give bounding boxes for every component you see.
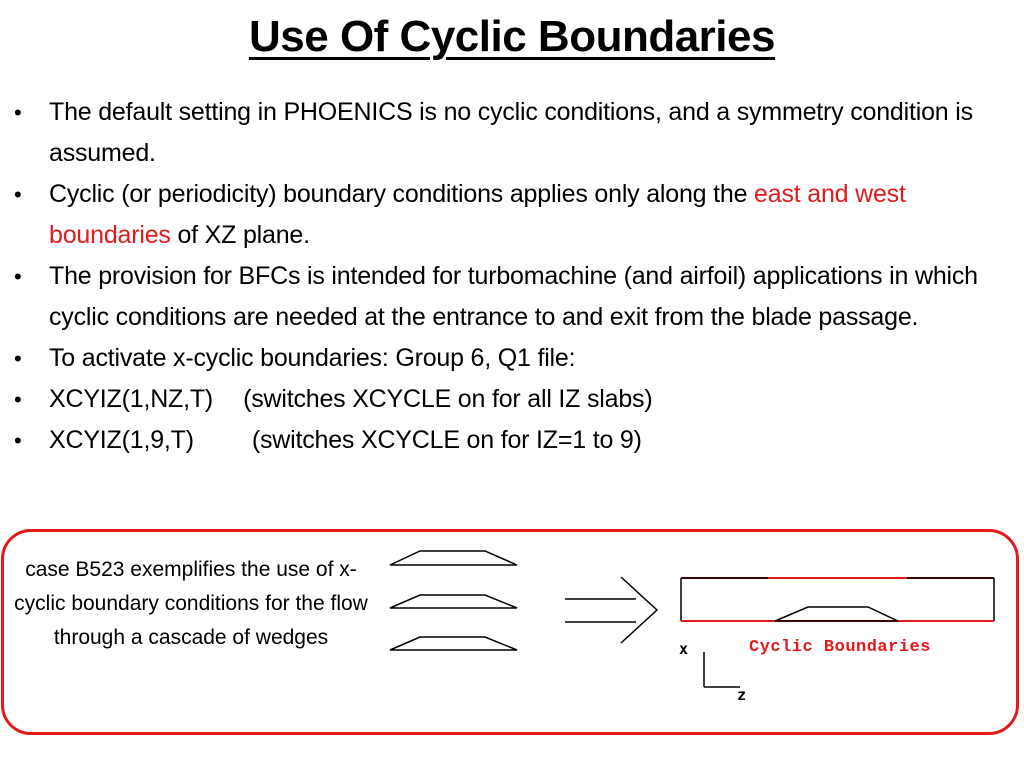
axis-z-label: z — [737, 686, 747, 704]
bullet-comment: (switches XCYCLE on for all IZ slabs) — [243, 385, 653, 413]
bullet-comment: (switches XCYCLE on for IZ=1 to 9) — [251, 426, 642, 454]
bullet-text-after: of XZ plane. — [170, 221, 310, 249]
double-arrow-icon — [565, 577, 657, 643]
bullet-code: XCYIZ(1,9,T) — [49, 426, 194, 454]
axis-x-label: x — [679, 640, 689, 658]
bullet-dot-icon: • — [14, 346, 22, 371]
wedge-shape — [390, 637, 517, 650]
wedge-shape — [390, 595, 517, 608]
bullet-dot-icon: • — [14, 428, 22, 453]
domain-box — [681, 578, 994, 621]
bullet-dot-icon: • — [14, 264, 22, 289]
bullet-dot-icon: • — [14, 182, 22, 207]
panel-caption: case B523 exemplifies the use of x-cyclic boundary conditions for the flow through a cascade of wedges — [14, 558, 368, 649]
bullet-text-before: Cyclic (or periodicity) boundary conditions applies only along the — [49, 180, 755, 208]
bullet-text: The provision for BFCs is intended for turbomachine (and airfoil) applications in which cyclic conditions are needed at the entrance to and exit from the blade passage. — [49, 262, 978, 331]
bullet-highlight: east and west boundaries — [49, 180, 906, 249]
bullet-text: To activate x-cyclic boundaries: Group 6, Q1 file: — [49, 344, 576, 372]
cyclic-boundaries-label: Cyclic Boundaries — [749, 638, 931, 657]
bullet-dot-icon: • — [14, 387, 22, 412]
bullet-dot-icon: • — [14, 100, 22, 125]
wedge-shape — [390, 551, 517, 565]
axes-icon — [704, 652, 740, 687]
bullet-code: XCYIZ(1,NZ,T) — [49, 385, 214, 413]
page-title: Use Of Cyclic Boundaries — [249, 12, 775, 61]
bullet-text: The default setting in PHOENICS is no cyclic conditions, and a symmetry condition is assumed. — [49, 98, 973, 167]
wedge-shape — [775, 607, 898, 621]
